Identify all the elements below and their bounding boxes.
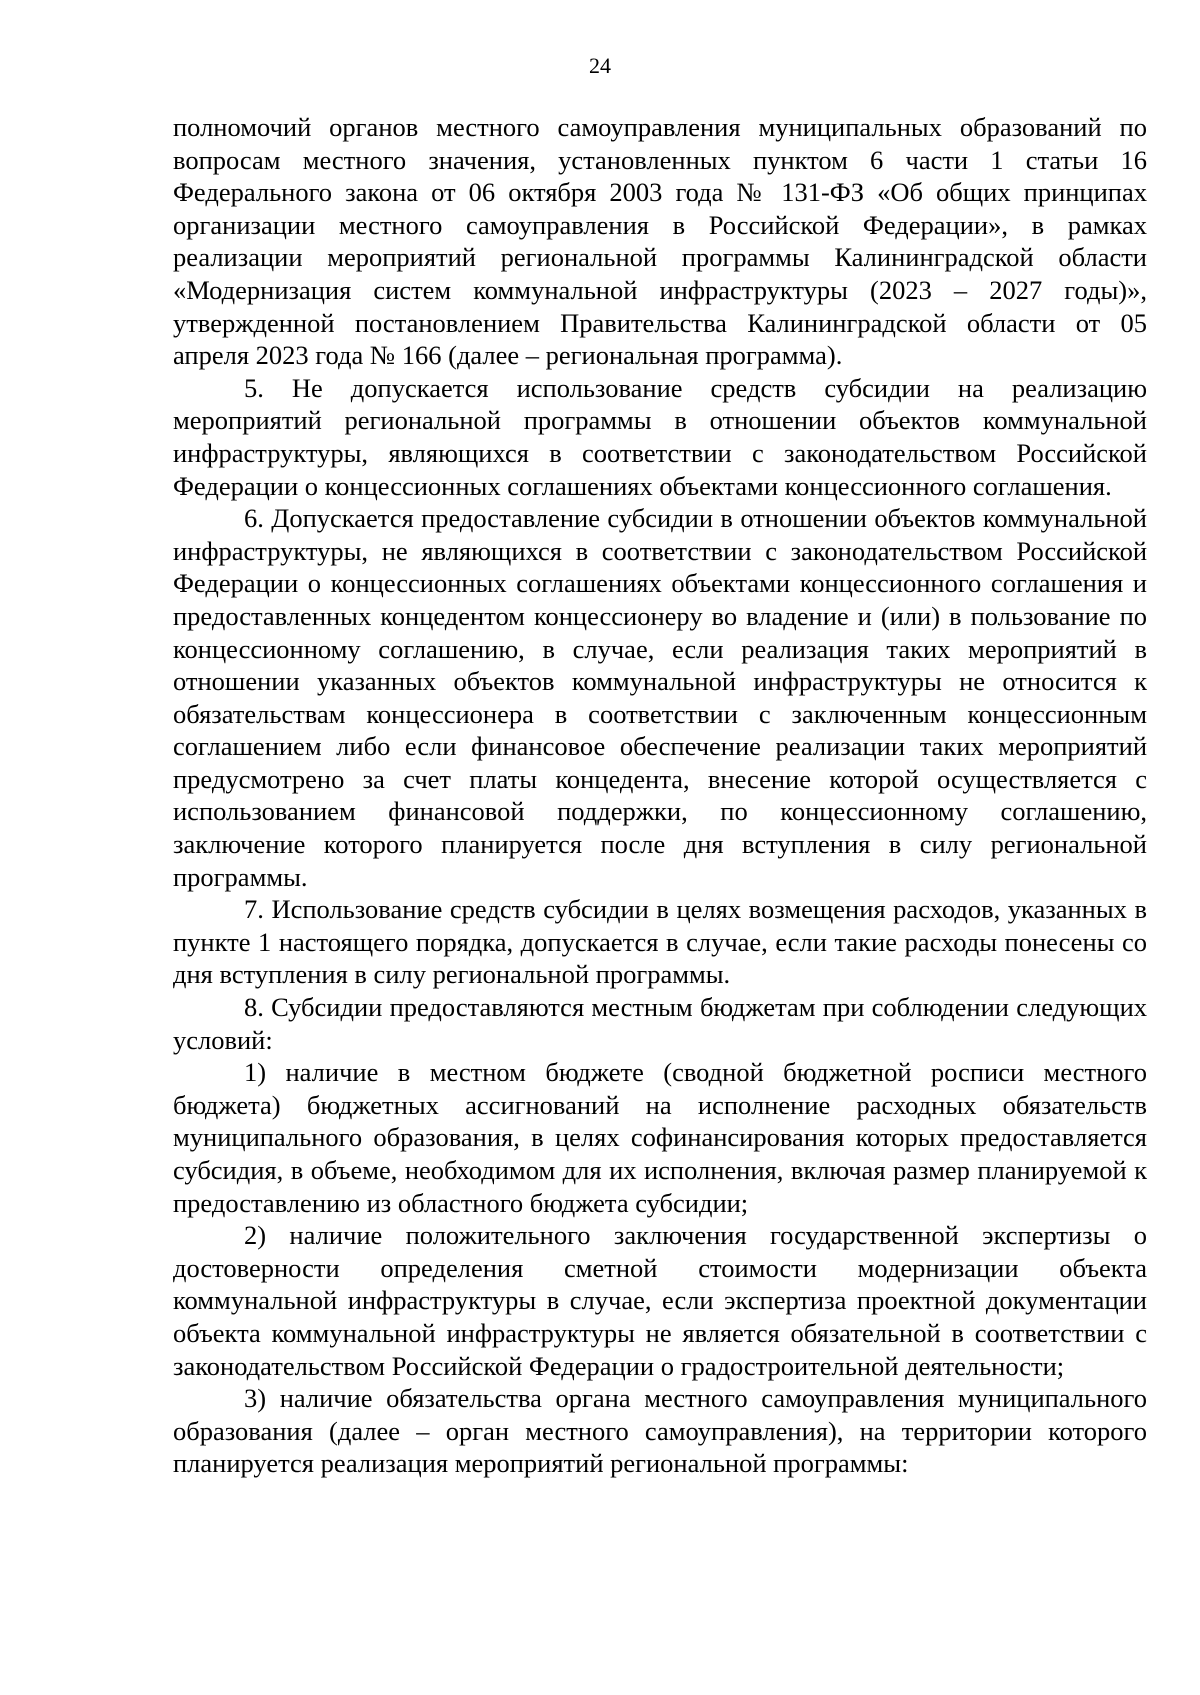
paragraph-item-7: 7. Использование средств субсидии в целях возмещения расходов, указанных в пункте 1 настоящего порядка, допускается в случае, если такие расходы понесены со дня вступления в силу региональной программы.: [173, 894, 1147, 990]
paragraph-intro-continuation: полномочий органов местного самоуправления муниципальных образований по вопросам местного значения, установленных пунктом 6 части 1 статьи 16 Федерального закона от 06 октября 2003 года № 131-ФЗ «Об общих принципах организации местного самоуправления в Российской Федерации», в рамках реализации мероприятий региональной программы Калининградской области «Модернизация систем коммунальной инфраструктуры (2023 – 2027 годы)», утвержденной постановлением Правительства Калининградской области от 05 апреля 2023 года № 166 (далее – региональная программа).: [173, 112, 1147, 371]
page-number: 24: [589, 53, 611, 78]
paragraph-item-5: 5. Не допускается использование средств субсидии на реализацию мероприятий региональной программы в отношении объектов коммунальной инфраструктуры, являющихся в соответствии с законодательством Российской Федерации о концессионных соглашениях объектами концессионного соглашения.: [173, 372, 1147, 501]
paragraph-item-8: 8. Субсидии предоставляются местным бюджетам при соблюдении следующих условий:: [173, 992, 1147, 1055]
document-body: [173, 111, 1147, 1480]
paragraph-condition-2: 2) наличие положительного заключения государственной экспертизы о достоверности определения сметной стоимости модернизации объекта коммунальной инфраструктуры в случае, если экспертиза проектной документации объекта коммунальной инфраструктуры не является обязательной в соответствии с законодательством Российской Федерации о градостроительной деятельности;: [173, 1220, 1147, 1381]
paragraph-item-6: 6. Допускается предоставление субсидии в отношении объектов коммунальной инфраструктуры, не являющихся в соответствии с законодательством Российской Федерации о концессионных соглашениях объектами концессионного соглашения и предоставленных концедентом концессионеру во владение и (или) в пользование по концессионному соглашению, в случае, если реализация таких мероприятий в отношении указанных объектов коммунальной инфраструктуры не относится к обязательствам концессионера в соответствии с заключенным концессионным соглашением либо если финансовое обеспечение реализации таких мероприятий предусмотрено за счет платы концедента, внесение которой осуществляется с использованием финансовой поддержки, по концессионному соглашению, заключение которого планируется после дня вступления в силу региональной программы.: [173, 503, 1147, 892]
paragraph-condition-3: 3) наличие обязательства органа местного самоуправления муниципального образования (далее – орган местного самоуправления), на территории которого планируется реализация мероприятий региональной программы:: [173, 1383, 1147, 1479]
paragraph-condition-1: 1) наличие в местном бюджете (сводной бюджетной росписи местного бюджета) бюджетных ассигнований на исполнение расходных обязательств муниципального образования, в целях софинансирования которых предоставляется субсидия, в объеме, необходимом для их исполнения, включая размер планируемой к предоставлению из областного бюджета субсидии;: [173, 1057, 1147, 1218]
